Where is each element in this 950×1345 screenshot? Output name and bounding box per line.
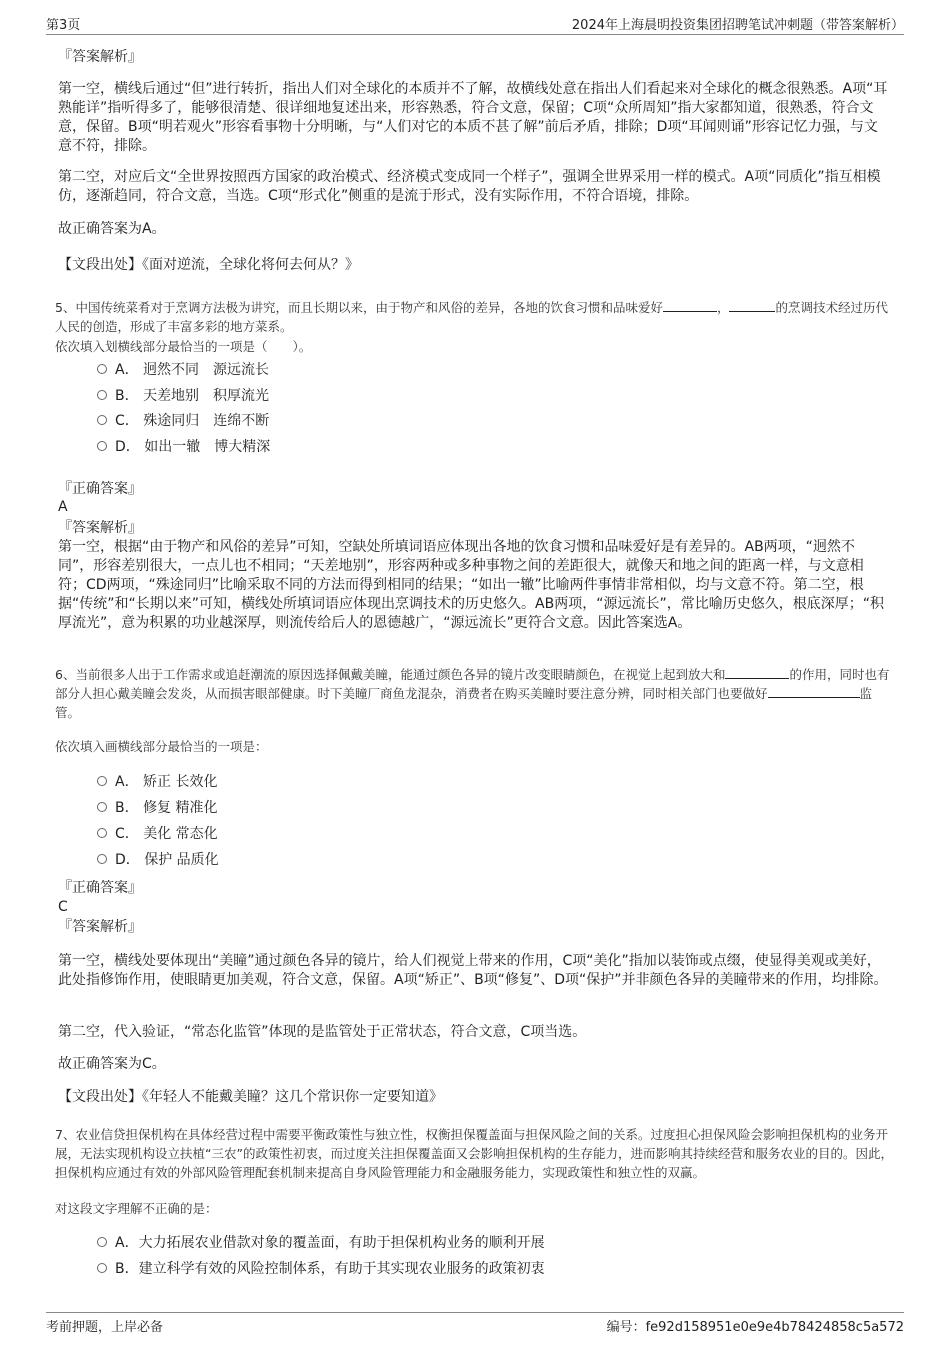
q6-stem [55,665,895,722]
radio-icon[interactable] [97,415,107,425]
option-text: 美化 常态化 [143,826,218,842]
fill-blank [725,666,789,679]
q7-option-a[interactable] [97,1233,545,1253]
q5-analysis-title: 『答案解析』 [58,520,142,536]
q6-prompt: 依次填入画横线部分最恰当的一项是： [55,739,268,754]
q5-answer-title: 『正确答案』 [58,481,142,497]
option-text: 保护 品质化 [144,852,219,868]
footer-slogan: 考前押题，上岸必备 [46,1320,164,1335]
q5-option-d[interactable] [97,437,270,457]
q6-answer-title: 『正确答案』 [58,880,142,896]
q4-source: 【文段出处】《面对逆流，全球化将何去何从？》 [58,257,359,273]
option-label: A． [115,1235,139,1251]
q4-analysis-p1: 第一空，横线后通过“但”进行转折，指出人们对全球化的本质并不了解，故横线处意在指出人们看起来对全球化的概念很熟悉。A项“耳熟能详”指听得多了，能够很清楚、很详细地复述出来，形容熟悉，符合文意，保留；C项“众所周知”指大家都知道，很熟悉，符合文意，保留。B项“明若观火”形容看事物十分明晰，与“人们对它的本质不甚了解”前后矛盾，排除；D项“耳闻则诵”形容记忆力强，与文意不符，排除。 [58,81,888,154]
radio-icon[interactable] [97,1263,107,1273]
q6-analysis-p3: 故正确答案为C。 [58,1056,166,1072]
radio-icon[interactable] [97,854,107,864]
q5-answer: A [58,499,68,515]
fill-blank [768,685,860,698]
option-text: 迥然不同 源远流长 [143,362,270,378]
radio-icon[interactable] [97,802,107,812]
option-text: 殊途同归 连绵不断 [143,413,270,429]
q7-prompt: 对这段文字理解不正确的是： [55,1201,218,1216]
q5-stem-part: 的烹调技术经过历代人民的创造，形成了丰富多彩的地方菜系。 [55,300,888,334]
q6-stem-part: 监管。 [55,686,873,720]
radio-icon[interactable] [97,776,107,786]
q6-stem-part: 6、当前很多人出于工作需求或追赶潮流的原因选择佩戴美瞳，能通过颜色各异的镜片改变眼睛颜色，在视觉上起到放大和 [55,667,726,682]
q6-option-a[interactable] [97,772,217,792]
option-text: 如出一辙 博大精深 [144,439,271,455]
q7-stem: 7、农业信贷担保机构在具体经营过程中需要平衡政策性与独立性，权衡担保覆盖面与担保风险之间的关系。过度担心担保风险会影响担保机构的业务开展，无法实现机构设立扶植“三农”的政策性初衷，而过度关注担保覆盖面又会影响担保机构的生存能力，进而影响其持续经营和服务农业的目的。因此，担保机构应通过有效的外部风险管理配套机制来提高自身风险管理能力和金融服务能力，实现政策性和独立性的双赢。 [55,1127,893,1180]
option-label: B． [115,1261,139,1277]
q5-option-a[interactable] [97,360,269,380]
radio-icon[interactable] [97,441,107,451]
q7-option-b[interactable] [97,1259,545,1279]
q5-prompt: 依次填入划横线部分最恰当的一项是（ ）。 [55,339,312,354]
q5-stem [55,298,895,336]
q6-answer: C [58,899,68,915]
q6-option-b[interactable] [97,798,218,818]
q6-option-c[interactable] [97,824,218,844]
option-label: A． [115,774,139,790]
radio-icon[interactable] [97,364,107,374]
option-label: D． [115,852,140,868]
fill-blank [729,299,775,312]
page-footer [46,1312,904,1335]
option-label: A． [115,362,139,378]
option-label: C． [115,826,139,842]
q5-option-c[interactable] [97,411,269,431]
option-label: B． [115,388,139,404]
q6-analysis-title: 『答案解析』 [58,919,142,935]
page-number: 第3页 [46,18,81,33]
radio-icon[interactable] [97,828,107,838]
q6-source: 【文段出处】《年轻人不能戴美瞳？这几个常识你一定要知道》 [58,1089,443,1105]
q5-stem-part: ， [716,300,730,315]
q5-stem-part: 5、中国传统菜肴对于烹调方法极为讲究，而且长期以来，由于物产和风俗的差异，各地的饮食习惯和品味爱好 [55,300,663,315]
document-title: 2024年上海晨明投资集团招聘笔试冲刺题（带答案解析） [571,18,904,33]
option-text: 修复 精准化 [143,800,218,816]
q6-option-d[interactable] [97,850,219,870]
option-label: D． [115,439,140,455]
radio-icon[interactable] [97,390,107,400]
q6-analysis-p2: 第二空，代入验证，“常态化监管”体现的是监管处于正常状态，符合文意，C项当选。 [58,1024,587,1040]
q4-analysis-title: 『答案解析』 [58,49,142,65]
q6-stem-part: 的作用，同时也有部分人担心戴美瞳会发炎，从而损害眼部健康。时下美瞳厂商鱼龙混杂，消费者在购买美瞳时要注意分辨，同时相关部门也要做好 [55,667,890,701]
q6-analysis-p1: 第一空，横线处要体现出“美瞳”通过颜色各异的镜片，给人们视觉上带来的作用，C项“美化”指加以装饰或点缀，使显得美观或美好，此处指修饰作用，使眼睛更加美观，符合文意，保留。A项“矫正”、B项“修复”、D项“保护”并非颜色各异的美瞳带来的作用，均排除。 [58,953,888,988]
option-label: B． [115,800,139,816]
option-text: 建立科学有效的风险控制体系，有助于其实现农业服务的政策初衷 [138,1261,545,1277]
fill-blank [663,299,717,312]
option-text: 矫正 长效化 [143,774,218,790]
radio-icon[interactable] [97,1237,107,1247]
document-code: 编号：fe92d158951e0e9e4b78424858c5a572 [606,1320,904,1335]
option-label: C． [115,413,139,429]
q5-option-b[interactable] [97,386,269,406]
q4-analysis-p2: 第二空，对应后文“全世界按照西方国家的政治模式、经济模式变成同一个样子”，强调全世界采用一样的模式。A项“同质化”指互相模仿，逐渐趋同，符合文意，当选。C项“形式化”侧重的是流于形式，没有实际作用，不符合语境，排除。 [58,169,881,204]
option-text: 天差地别 积厚流光 [143,388,270,404]
page-header [46,12,904,35]
q5-analysis: 第一空，根据“由于物产和风俗的差异”可知，空缺处所填词语应体现出各地的饮食习惯和品味爱好是有差异的。AB两项，“迥然不同”，形容差别很大，一点儿也不相同；“天差地别”，形容两种或多种事物之间的差距很大，就像天和地之间的距离一样，与文意相符；CD两项，“殊途同归”比喻采取不同的方法而得到相同的结果；“如出一辙”比喻两件事情非常相似，均与文意不符。第二空，根据“传统”和“长期以来”可知，横线处所填词语应体现出烹调技术的历史悠久。AB两项，“源远流长”，常比喻历史悠久，根底深厚；“积厚流光”，意为积累的功业越深厚，则流传给后人的恩德越广，“源远流长”更符合文意。因此答案选A。 [58,539,884,631]
q4-analysis-p3: 故正确答案为A。 [58,221,166,237]
option-text: 大力拓展农业借款对象的覆盖面，有助于担保机构业务的顺利开展 [138,1235,545,1251]
